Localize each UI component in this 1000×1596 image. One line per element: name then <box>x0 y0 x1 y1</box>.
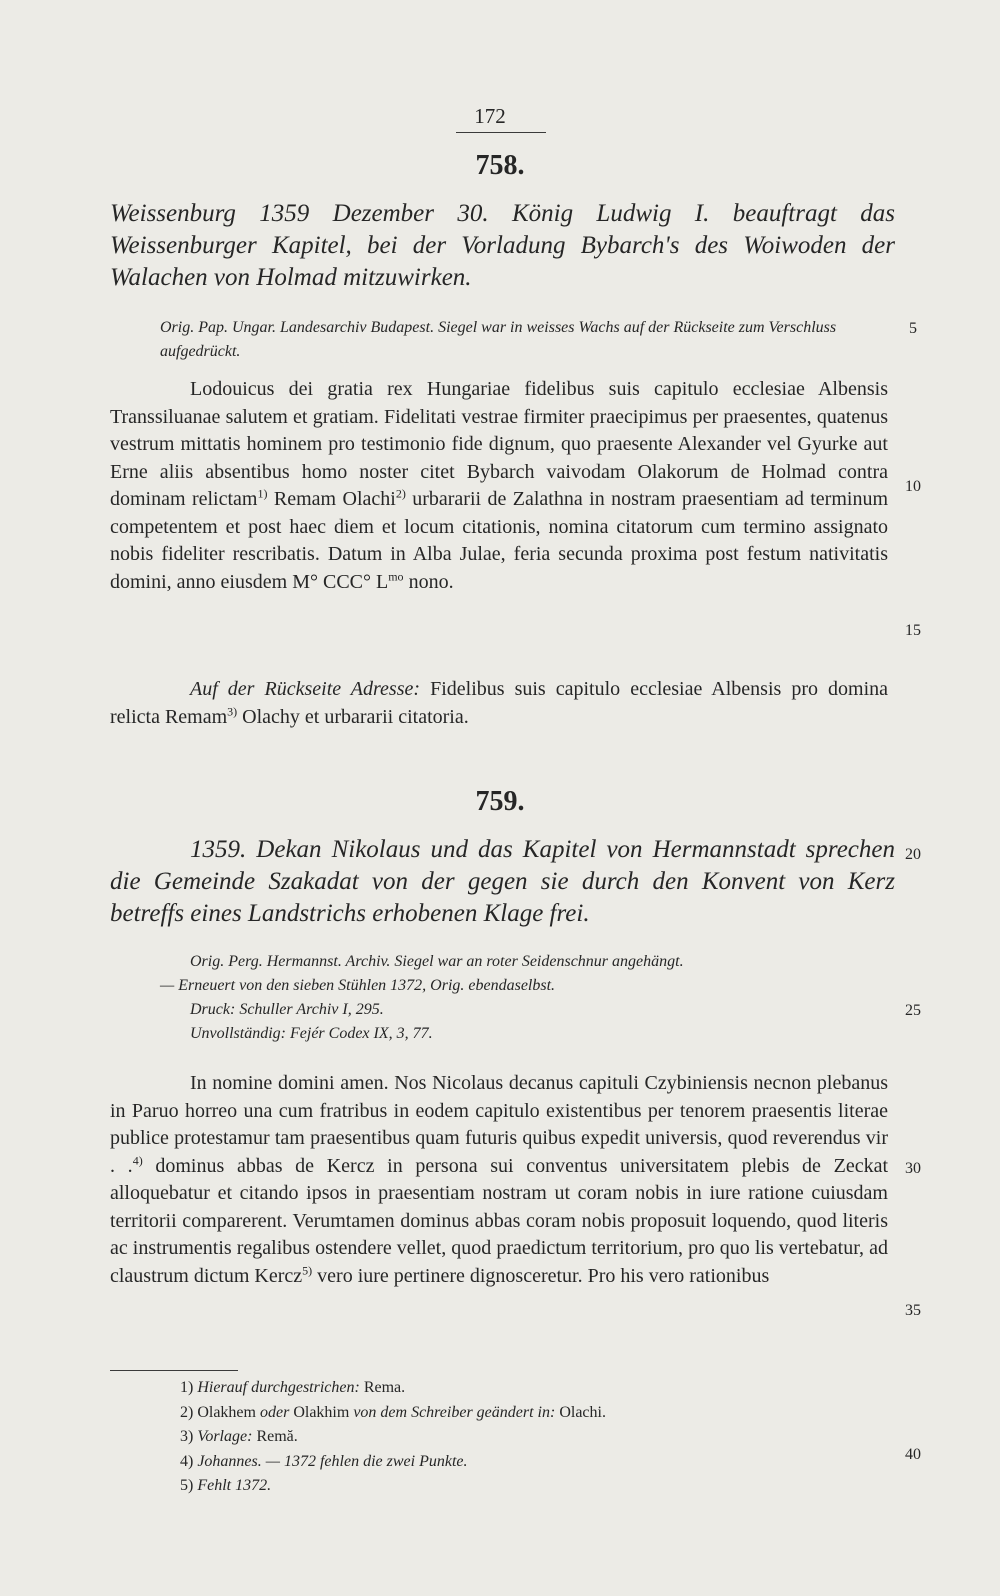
footnote-ref-4[interactable]: 4) <box>132 1152 143 1167</box>
document-heading-758: Weissenburg 1359 Dezember 30. König Ludwig I. beauftragt das Weissenburger Kapitel, bei der Vorladung Bybarch's des Woiwoden der Walachen von Holmad mitzuwirken. <box>110 200 895 291</box>
line-number: 25 <box>905 1002 921 1019</box>
source-notes-759 <box>160 950 895 1046</box>
footnote-text: Hierauf durchgestrichen: <box>197 1379 360 1396</box>
footnote-text: Vorlage: <box>197 1428 253 1445</box>
address-text: Fidelibus suis capitulo ecclesiae Albensis pro domina relicta Remam <box>110 678 889 728</box>
footnote-mark: 4) <box>180 1452 194 1470</box>
footnote-1 <box>180 1376 880 1401</box>
line-number: 20 <box>905 846 921 863</box>
footnote-text: Remă. <box>256 1428 298 1445</box>
footnote-text: Rema. <box>363 1379 406 1396</box>
text-part: Remam Olachi <box>273 488 396 510</box>
text-part: dominus abbas de Kercz in persona sui conventus universitatem plebis de Zeckat alloquebatur et citando ipsos in praesentiam nostram ut coram nobis in iure ratione cuiusdam territorii comparerent. Verumtamen dominus abbas coram nobis proposuit loquendo, quod literis ac instrumentis regalibus ostendere vellet, quod praedictum territorium, pro quo lis vertebatur, ad claustrum dictum Kercz <box>110 1154 889 1287</box>
line-number: 5 <box>909 320 917 337</box>
footnotes <box>180 1376 880 1499</box>
footnote-text: Johannes. — 1372 fehlen die zwei Punkte. <box>197 1452 468 1470</box>
line-number: 15 <box>905 622 921 639</box>
document-text-758 <box>110 376 888 596</box>
source-line: Druck: Schuller Archiv I, 295. <box>190 1001 384 1018</box>
address-note-758 <box>110 676 888 731</box>
page-number: 172 <box>474 104 506 128</box>
source-line: Orig. Perg. Hermannst. Archiv. Siegel war an roter Seidenschnur angehängt. <box>190 953 684 970</box>
footnote-rule <box>110 1370 238 1371</box>
footnote-text: oder <box>259 1403 290 1421</box>
document-number-759: 759. <box>475 786 525 817</box>
text-part: In nomine domini amen. Nos Nicolaus decanus capituli Czybiniensis necnon plebanus in Paruo horreo una cum fratribus in eodem capitulo existentibus per tenorem praesentis literae publice protestamur tam praesentibus quam futuris quibus expedit universis, quod reverendus vir . . <box>110 1072 888 1177</box>
document-text-759 <box>110 1070 888 1290</box>
text-part: vero iure pertinere dignosceretur. Pro his vero rationibus <box>317 1264 770 1287</box>
footnote-ref-3[interactable]: 3) <box>227 703 238 718</box>
footnote-text: Fehlt 1372. <box>197 1477 272 1494</box>
footnote-mark: 5) <box>180 1477 194 1494</box>
address-text: Olachy et urbararii citatoria. <box>242 705 469 728</box>
footnote-2 <box>180 1401 880 1426</box>
line-number: 10 <box>905 478 921 495</box>
footnote-text: Olakhem <box>197 1403 256 1421</box>
footnote-ref-2[interactable]: 2) <box>395 486 406 501</box>
footnote-text: von dem Schreiber geändert in: <box>353 1403 556 1421</box>
footnote-text: Olachi. <box>559 1403 606 1421</box>
line-number: 35 <box>905 1302 921 1319</box>
line-number: 40 <box>905 1446 921 1463</box>
line-number: 30 <box>905 1160 921 1177</box>
footnote-3 <box>180 1425 880 1450</box>
text-part: Lodouicus dei gratia rex Hungariae fidelibus suis capitulo ecclesiae Albensis Transsiluanae salutem et gratiam. Fidelitati vestrae firmiter praecipimus per praesentes, quatenus vestrum mittatis hominem pro testimonio fide dignum, quo praesente Alexander vel Gyurke aut Erne aliis absentibus homo noster citet Bybarch vaivodam Olakorum de Holmad contra dominam relictam <box>110 378 888 510</box>
footnote-ref-5[interactable]: 5) <box>302 1262 313 1277</box>
footnote-mark: 1) <box>180 1379 194 1396</box>
source-line: Unvollständig: Fejér Codex IX, 3, 77. <box>190 1025 433 1042</box>
footnote-mark: 2) <box>180 1403 194 1421</box>
footnote-5 <box>180 1474 880 1499</box>
text-part: nono. <box>408 570 454 593</box>
source-note-758: Orig. Pap. Ungar. Landesarchiv Budapest. Siegel war in weisses Wachs auf der Rückseite zum Verschluss aufgedrückt. <box>160 319 837 360</box>
address-label: Auf der Rückseite Adresse: <box>190 678 421 700</box>
footnote-text: Olakhim <box>293 1403 350 1421</box>
footnote-ref-1[interactable]: 1) <box>257 486 268 501</box>
source-line: — Erneuert von den sieben Stühlen 1372, Orig. ebendaselbst. <box>160 977 556 994</box>
page-number-rule <box>456 132 546 133</box>
text-part: urbararii de Zalathna in nostram praesentiam ad terminum competentem et post haec diem et locum citationis, nomina citatorum cum termino assignato nobis fideliter rescribatis. Datum in Alba Julae, feria secunda proxima post festum nativitatis domini, anno eiusdem M° CCC° L <box>110 488 889 593</box>
footnote-mark: 3) <box>180 1428 194 1445</box>
superscript-mo: mo <box>388 568 404 583</box>
footnote-4 <box>180 1450 880 1475</box>
document-heading-759: 1359. Dekan Nikolaus und das Kapitel von Hermannstadt sprechen die Gemeinde Szakadat von der gegen sie durch den Konvent von Kerz betreffs eines Landstrichs erhobenen Klage frei. <box>110 836 895 927</box>
document-number-758: 758. <box>475 150 525 181</box>
